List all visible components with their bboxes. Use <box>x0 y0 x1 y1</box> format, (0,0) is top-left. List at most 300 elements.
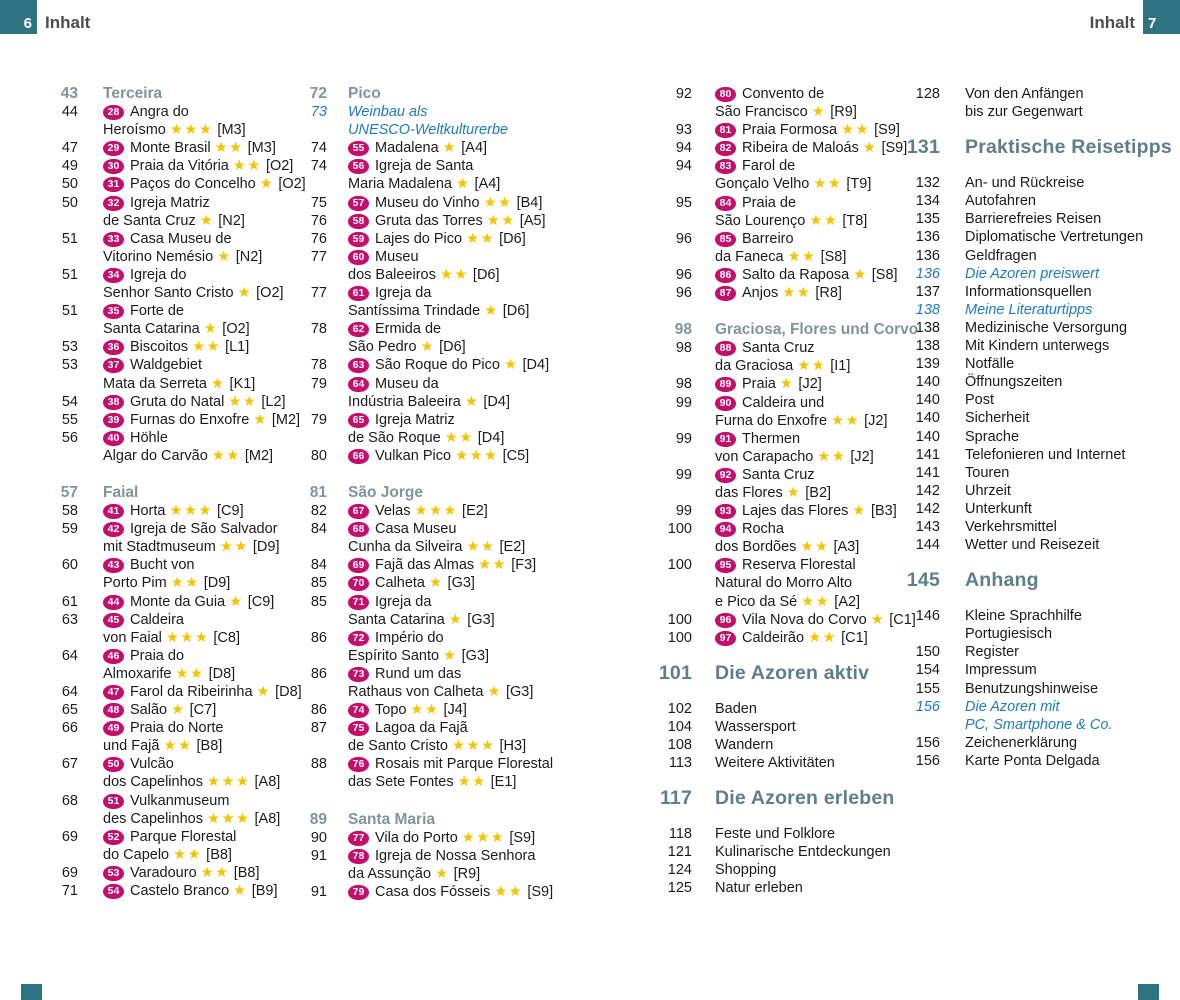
toc-entry <box>280 411 580 447</box>
entry-text: bis zur Gegenwart <box>965 104 1083 121</box>
map-grid-ref: [G3] <box>447 575 475 592</box>
toc-entry <box>280 847 580 883</box>
star-rating-icon: ★ <box>253 411 268 428</box>
sight-number-badge: 40 <box>103 431 124 446</box>
sight-number-badge: 88 <box>715 341 736 356</box>
special-tip-entry <box>890 698 1170 734</box>
heading-text: Pico <box>348 85 381 102</box>
map-grid-ref: [D6] <box>499 230 526 247</box>
sight-number-badge: 74 <box>348 703 369 718</box>
heading-text: Die Azoren aktiv <box>715 661 870 684</box>
star-rating-icon: ★ <box>259 176 275 193</box>
star-rating-icon: ★★ <box>800 539 830 556</box>
entry-page-number: 100 <box>667 557 692 574</box>
entry-text: 87 Anjos ★★ [R8] <box>715 284 930 302</box>
island-section-heading <box>280 85 580 103</box>
entry-page-number: 77 <box>310 285 327 302</box>
entry-text: Almoxarife ★★ [D8] <box>103 665 236 682</box>
entry-text: da Assunção ★ [R9] <box>348 865 481 882</box>
sight-number-badge: 72 <box>348 631 369 646</box>
star-rating-icon: ★ <box>456 176 471 193</box>
toc-entry <box>890 428 1170 446</box>
entry-page-number <box>280 737 327 755</box>
entry-page-number: 145 <box>906 569 940 592</box>
star-rating-icon: ★★★ <box>455 447 499 464</box>
entry-text: Senhor Santo Cristo ★ [O2] <box>103 285 284 302</box>
entry-text: 54 Castelo Branco ★ [B9] <box>103 882 320 900</box>
entry-page-number: 98 <box>675 340 692 357</box>
entry-page-number: 94 <box>675 158 692 175</box>
entry-text: Post <box>965 392 995 409</box>
entry-text: Karte Ponta Delgada <box>965 752 1100 769</box>
entry-text: São Lourenço ★★ [T8] <box>715 212 868 229</box>
entry-text: São Francisco ★ [R9] <box>715 104 857 121</box>
entry-text: 57 Museu do Vinho ★★ [B4] <box>348 194 580 212</box>
entry-page-number <box>640 103 692 121</box>
entry-text: 60 Museu <box>348 248 580 266</box>
page-number-right: 7 <box>1148 15 1157 32</box>
star-rating-icon: ★★ <box>200 864 230 881</box>
toc-entry <box>30 647 320 683</box>
toc-entry <box>280 139 580 157</box>
entry-page-number <box>280 175 327 193</box>
toc-entry <box>890 210 1170 228</box>
map-grid-ref: [B4] <box>516 194 543 211</box>
entry-text: 46 Praia do <box>103 647 320 665</box>
map-grid-ref: [J2] <box>798 376 822 393</box>
toc-entry <box>890 174 1170 192</box>
entry-text: 56 Igreja de Santa <box>348 157 580 175</box>
map-grid-ref: [D6] <box>439 339 466 356</box>
entry-page-number: 44 <box>61 104 78 121</box>
sight-number-badge: 94 <box>715 522 736 537</box>
star-rating-icon: ★★ <box>466 230 496 247</box>
entry-page-number <box>30 538 78 556</box>
toc-entry <box>280 320 580 356</box>
sight-number-badge: 52 <box>103 830 124 845</box>
entry-text: 76 Rosais mit Parque Florestal <box>348 755 580 773</box>
entry-text: Indústria Baleeira ★ [D4] <box>348 393 510 410</box>
sight-number-badge: 76 <box>348 757 369 772</box>
star-rating-icon: ★ <box>811 104 827 121</box>
entry-text: 49 Praia do Norte <box>103 719 320 737</box>
heading-text: Graciosa, Flores und Corvo <box>715 321 919 339</box>
map-grid-ref: [D9] <box>252 539 280 556</box>
entry-text: da Faneca ★★ [S8] <box>715 248 847 265</box>
entry-text: 71 Igreja da <box>348 593 580 611</box>
entry-text: 67 Velas ★★★ [E2] <box>348 502 580 520</box>
entry-page-number <box>640 448 692 466</box>
star-rating-icon: ★★ <box>192 339 222 356</box>
toc-entry <box>890 482 1170 500</box>
header-title-right: Inhalt <box>1089 13 1135 32</box>
toc-entry <box>890 464 1170 482</box>
star-rating-icon: ★★ <box>214 140 244 157</box>
sight-number-badge: 58 <box>348 214 369 229</box>
entry-page-number: 82 <box>310 503 327 520</box>
entry-page-number: 85 <box>310 575 327 592</box>
star-rating-icon: ★★★ <box>165 629 210 646</box>
entry-text: Touren <box>965 464 1010 481</box>
island-section-heading <box>30 484 320 502</box>
entry-page-number: 71 <box>61 883 78 900</box>
entry-text: 79 Casa dos Fósseis ★★ [S9] <box>348 883 580 901</box>
heading-text: Terceira <box>103 85 163 102</box>
toc-entry <box>280 719 580 755</box>
entry-page-number: 117 <box>659 787 692 810</box>
entry-page-number: 85 <box>310 593 327 610</box>
entry-page-number: 76 <box>310 212 327 229</box>
entry-text: 70 Calheta ★ [G3] <box>348 574 580 592</box>
toc-entry <box>890 319 1170 337</box>
star-rating-icon: ★★ <box>494 883 524 900</box>
star-rating-icon: ★ <box>862 140 878 157</box>
star-rating-icon: ★ <box>853 266 868 283</box>
entry-page-number: 76 <box>310 230 327 247</box>
sight-number-badge: 54 <box>103 884 124 899</box>
map-grid-ref: [S9] <box>527 883 554 900</box>
entry-page-number <box>30 212 78 230</box>
entry-page-number: 92 <box>675 86 692 102</box>
entry-page-number: 142 <box>915 482 940 499</box>
toc-entry <box>280 212 580 230</box>
sight-number-badge: 51 <box>103 794 124 809</box>
entry-page-number: 75 <box>310 194 327 211</box>
entry-page-number: 51 <box>61 266 78 283</box>
entry-page-number: 150 <box>915 644 940 661</box>
entry-text: mit Stadtmuseum ★★ [D9] <box>103 539 280 556</box>
entry-page-number: 74 <box>310 140 327 157</box>
entry-page-number <box>30 773 78 791</box>
map-grid-ref: [E1] <box>490 774 517 791</box>
entry-page-number: 54 <box>61 393 78 410</box>
entry-text: 83 Farol de <box>715 157 930 175</box>
map-grid-ref: [G3] <box>467 611 495 628</box>
star-rating-icon: ★ <box>779 376 795 393</box>
star-rating-icon: ★ <box>870 611 886 628</box>
toc-entry <box>30 828 320 864</box>
toc-entry <box>890 337 1170 355</box>
entry-text: Geldfragen <box>965 247 1037 264</box>
entry-text: PC, Smartphone & Co. <box>965 716 1113 733</box>
entry-text: Vitorino Nemésio ★ [N2] <box>103 248 263 265</box>
entry-page-number <box>890 103 940 121</box>
entry-page-number: 124 <box>667 862 692 879</box>
map-grid-ref: [H3] <box>499 738 527 755</box>
entry-page-number <box>640 538 692 556</box>
entry-page-number: 72 <box>309 85 327 102</box>
toc-entry <box>30 157 320 175</box>
star-rating-icon: ★★★ <box>207 774 251 791</box>
entry-page-number: 139 <box>915 356 940 373</box>
entry-page-number: 99 <box>675 503 692 520</box>
entry-text: 62 Ermida de <box>348 320 580 338</box>
entry-page-number <box>280 302 327 320</box>
map-grid-ref: [C9] <box>217 503 244 520</box>
star-rating-icon: ★★ <box>410 702 440 719</box>
map-grid-ref: [O2] <box>256 285 284 302</box>
sight-number-badge: 95 <box>715 558 736 573</box>
toc-entry <box>30 194 320 230</box>
toc-entry <box>30 338 320 356</box>
sight-number-badge: 71 <box>348 595 369 610</box>
entry-text: Medizinische Versorgung <box>965 319 1128 336</box>
sight-number-badge: 62 <box>348 322 369 337</box>
entry-text: 93 Lajes das Flores ★ [B3] <box>715 502 930 520</box>
entry-page-number: 49 <box>61 158 78 175</box>
entry-page-number: 86 <box>310 629 327 646</box>
toc-entry <box>640 825 930 843</box>
entry-page-number: 69 <box>61 864 78 881</box>
map-grid-ref: [A8] <box>254 774 281 791</box>
sight-number-badge: 80 <box>715 87 736 102</box>
toc-entry <box>640 700 930 718</box>
entry-text: 58 Gruta das Torres ★★ [A5] <box>348 212 580 230</box>
toc-entry <box>890 391 1170 409</box>
entry-page-number: 81 <box>309 483 327 501</box>
entry-page-number <box>30 665 78 683</box>
map-grid-ref: [R9] <box>830 104 857 121</box>
sight-number-badge: 28 <box>103 105 124 120</box>
toc-entry <box>640 843 930 861</box>
entry-page-number: 57 <box>60 483 78 501</box>
entry-text: 86 Salto da Raposa ★ [S8] <box>715 266 930 284</box>
entry-page-number: 140 <box>915 392 940 409</box>
entry-text: 33 Casa Museu de <box>103 230 320 248</box>
entry-page-number: 80 <box>310 447 327 464</box>
toc-entry <box>30 611 320 647</box>
entry-text: das Sete Fontes ★★ [E1] <box>348 774 517 791</box>
map-grid-ref: [D4] <box>483 393 510 410</box>
entry-text: An- und Rückreise <box>965 175 1085 192</box>
sight-number-badge: 59 <box>348 232 369 247</box>
star-rating-icon: ★ <box>443 647 458 664</box>
map-grid-ref: [B9] <box>251 883 278 900</box>
entry-page-number: 136 <box>915 265 940 282</box>
sight-number-badge: 33 <box>103 232 124 247</box>
entry-page-number <box>280 429 327 447</box>
entry-page-number <box>30 248 78 266</box>
map-grid-ref: [S8] <box>820 248 847 265</box>
toc-entry <box>890 518 1170 536</box>
toc-entry <box>890 643 1170 661</box>
toc-entry <box>640 879 930 897</box>
star-rating-icon: ★★ <box>841 122 871 139</box>
toc-entry <box>280 520 580 556</box>
entry-text: Espírito Santo ★ [G3] <box>348 647 490 664</box>
entry-text: 50 Vulcão <box>103 755 320 773</box>
special-tip-entry <box>890 301 1170 319</box>
entry-text: und Fajã ★★ [B8] <box>103 738 223 755</box>
map-grid-ref: [D4] <box>522 357 550 374</box>
entry-text: von Carapacho ★★ [J2] <box>715 448 874 465</box>
entry-page-number <box>280 647 327 665</box>
star-rating-icon: ★★ <box>817 448 847 465</box>
map-grid-ref: [C1] <box>889 611 916 628</box>
entry-page-number: 138 <box>915 301 940 318</box>
entry-page-number: 144 <box>915 537 940 554</box>
toc-entry <box>640 266 930 284</box>
entry-page-number: 91 <box>310 883 327 900</box>
map-grid-ref: [A8] <box>254 810 281 827</box>
toc-entry <box>280 356 580 374</box>
corner-mark-bottom-right <box>1138 984 1159 1000</box>
entry-page-number: 134 <box>915 193 940 210</box>
entry-page-number: 88 <box>310 756 327 773</box>
toc-entry <box>280 502 580 520</box>
entry-page-number: 53 <box>61 339 78 356</box>
map-grid-ref: [M2] <box>271 411 301 428</box>
entry-page-number <box>280 538 327 556</box>
entry-page-number <box>30 284 78 302</box>
chapter-heading <box>890 568 1170 592</box>
map-grid-ref: [M3] <box>247 140 276 157</box>
toc-entry <box>30 882 320 900</box>
star-rating-icon: ★★ <box>483 194 513 211</box>
sight-number-badge: 36 <box>103 340 124 355</box>
entry-text: do Capelo ★★ [B8] <box>103 846 232 863</box>
toc-entry <box>640 611 930 629</box>
entry-text: 90 Caldeira und <box>715 394 930 412</box>
entry-page-number <box>280 121 327 139</box>
entry-page-number <box>640 248 692 266</box>
entry-text: Portugiesisch <box>965 626 1053 643</box>
toc-entry <box>640 520 930 556</box>
map-grid-ref: [D9] <box>203 575 231 592</box>
map-grid-ref: [N2] <box>235 248 263 265</box>
star-rating-icon: ★★ <box>439 266 469 283</box>
sight-number-badge: 46 <box>103 649 124 664</box>
entry-page-number <box>640 574 692 592</box>
entry-page-number: 138 <box>915 338 940 355</box>
entry-text: 52 Parque Florestal <box>103 828 320 846</box>
star-rating-icon: ★ <box>852 503 867 520</box>
entry-text: 65 Igreja Matriz <box>348 411 580 429</box>
map-grid-ref: [E2] <box>499 539 526 556</box>
entry-page-number: 53 <box>61 357 78 374</box>
sight-number-badge: 56 <box>348 159 369 174</box>
entry-text: 66 Vulkan Pico ★★★ [C5] <box>348 447 580 465</box>
toc-entry <box>280 829 580 847</box>
toc-entry <box>280 593 580 629</box>
entry-text: 97 Caldeirão ★★ [C1] <box>715 629 930 647</box>
entry-page-number: 132 <box>915 175 940 192</box>
entry-page-number: 77 <box>310 248 327 265</box>
map-grid-ref: [J2] <box>850 448 874 465</box>
entry-text: Feste und Folklore <box>715 826 836 843</box>
entry-page-number: 136 <box>915 229 940 246</box>
star-rating-icon: ★★ <box>809 212 839 229</box>
entry-page-number <box>640 175 692 193</box>
map-grid-ref: [T9] <box>846 176 872 193</box>
entry-page-number: 79 <box>310 411 327 428</box>
star-rating-icon: ★★ <box>466 539 496 556</box>
entry-text: de Santo Cristo ★★★ [H3] <box>348 738 527 755</box>
toc-entry <box>640 754 930 772</box>
toc-entry <box>280 284 580 320</box>
toc-entry <box>890 85 1170 121</box>
toc-entry <box>30 393 320 411</box>
star-rating-icon: ★★★ <box>207 810 251 827</box>
sight-number-badge: 82 <box>715 141 736 156</box>
entry-page-number: 89 <box>309 810 327 828</box>
heading-text: Santa Maria <box>348 810 436 828</box>
entry-page-number: 60 <box>61 557 78 574</box>
entry-text: Kleine Sprachhilfe <box>965 608 1082 625</box>
map-grid-ref: [C9] <box>247 593 275 610</box>
header-right <box>1090 0 1180 34</box>
star-rating-icon: ★ <box>211 375 226 392</box>
star-rating-icon: ★★★ <box>451 738 496 755</box>
entry-page-number: 135 <box>915 211 940 228</box>
toc-entry <box>30 719 320 755</box>
entry-text: Mata da Serreta ★ [K1] <box>103 375 256 392</box>
toc-entry <box>280 701 580 719</box>
entry-text: Natur erleben <box>715 880 803 897</box>
map-grid-ref: [O2] <box>278 176 306 193</box>
heading-text: Anhang <box>965 569 1039 592</box>
toc-entry <box>890 607 1170 643</box>
entry-page-number: 50 <box>61 176 78 193</box>
corner-mark-bottom-left <box>21 984 42 1000</box>
entry-page-number: 141 <box>915 464 940 481</box>
entry-text: de São Roque ★★ [D4] <box>348 429 505 446</box>
toc-entry <box>280 194 580 212</box>
sight-number-badge: 41 <box>103 504 124 519</box>
star-rating-icon: ★★ <box>228 393 258 410</box>
island-section-heading <box>280 811 580 829</box>
entry-text: Öffnungszeiten <box>965 374 1063 391</box>
sight-number-badge: 70 <box>348 576 369 591</box>
entry-page-number: 136 <box>915 247 940 264</box>
entry-text: 42 Igreja de São Salvador <box>103 520 320 538</box>
entry-page-number <box>280 393 327 411</box>
entry-text: Die Azoren mit <box>965 698 1060 715</box>
entry-page-number: 51 <box>61 230 78 247</box>
sight-number-badge: 57 <box>348 196 369 211</box>
entry-page-number: 100 <box>667 611 692 628</box>
entry-text: dos Bordões ★★ [A3] <box>715 539 860 556</box>
star-rating-icon: ★★ <box>808 629 838 646</box>
star-rating-icon: ★ <box>256 684 272 700</box>
map-grid-ref: [D8] <box>208 665 236 682</box>
star-rating-icon: ★★★ <box>169 503 213 520</box>
star-rating-icon: ★★ <box>478 557 508 574</box>
entry-text: 94 Rocha <box>715 520 930 538</box>
entry-text: 45 Caldeira <box>103 611 320 629</box>
toc-entry <box>30 593 320 611</box>
sight-number-badge: 45 <box>103 613 124 628</box>
sight-number-badge: 91 <box>715 432 736 447</box>
star-rating-icon: ★★★ <box>461 829 506 846</box>
entry-page-number <box>30 447 78 465</box>
entry-text: dos Capelinhos ★★★ [A8] <box>103 774 281 791</box>
toc-entry <box>30 139 320 157</box>
toc-entry <box>30 411 320 429</box>
sight-number-badge: 83 <box>715 159 736 174</box>
sight-number-badge: 37 <box>103 358 124 373</box>
entry-page-number: 98 <box>674 321 692 339</box>
entry-text: 92 Santa Cruz <box>715 466 930 484</box>
heading-text: Praktische Reisetipps <box>965 136 1172 159</box>
header-title-left: Inhalt <box>45 13 91 32</box>
toc-column-1 <box>30 85 320 900</box>
star-rating-icon: ★★ <box>813 176 843 193</box>
entry-page-number: 43 <box>60 85 78 102</box>
entry-text: 78 Igreja de Nossa Senhora <box>348 847 580 865</box>
entry-text: 77 Vila do Porto ★★★ [S9] <box>348 829 580 847</box>
map-grid-ref: [F3] <box>511 557 537 574</box>
